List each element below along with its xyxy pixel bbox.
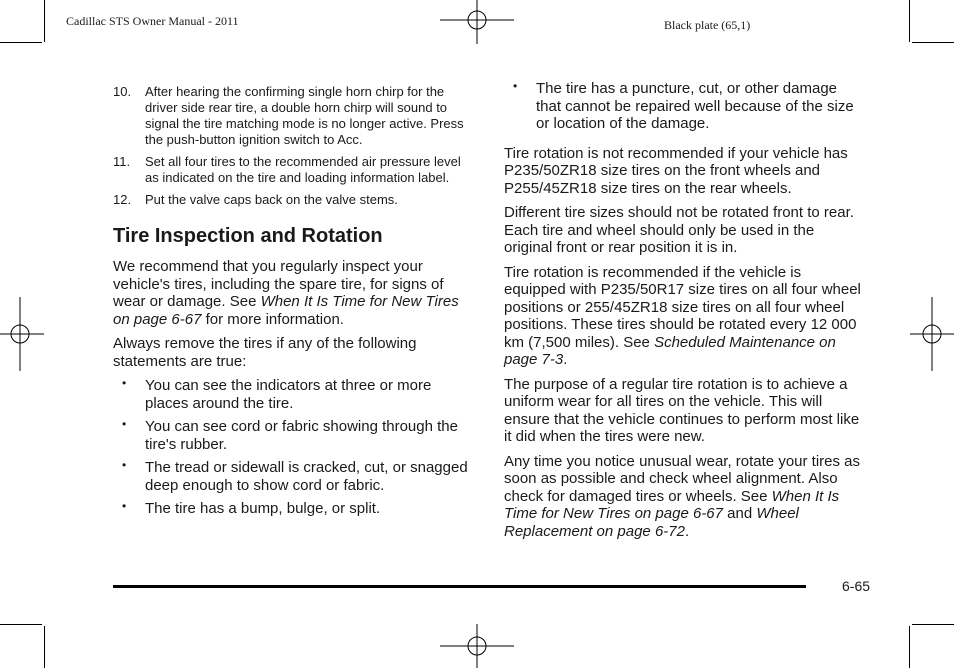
- remove-intro-paragraph: Always remove the tires if any of the following statements are true:: [113, 335, 417, 370]
- registration-mark-right: [910, 297, 954, 371]
- header-plate: Black plate (65,1): [664, 18, 751, 32]
- list-item: • The tread or sidewall is cracked, cut, or snagged deep enough to show cord or fabric.: [113, 459, 478, 494]
- cross-reference-link[interactable]: Scheduled Maintenance on page 7-3: [504, 333, 836, 368]
- paragraph-text: Tire rotation is recommended if the vehicle is equipped with P235/50R17 size tires on all four wheel positions or 255/45ZR18 size tires on all four wheel positions. These tires should be rotated every 12 000 km (7,500 miles). See: [504, 263, 861, 351]
- paragraph: Tire rotation is not recommended if your vehicle has P235/50ZR18 size tires on the front wheels and P255/45ZR18 size tires on the rear wheels.: [504, 144, 848, 197]
- list-item: • You can see the indicators at three or more places around the tire.: [113, 377, 478, 412]
- paragraph-text-end: .: [563, 351, 568, 368]
- paragraph: [504, 453, 866, 541]
- paragraph: Different tire sizes should not be rotated front to rear. Each tire and wheel should only be used in the original front or rear position it is in.: [504, 204, 854, 256]
- section-title: Tire Inspection and Rotation: [113, 225, 383, 247]
- paragraph-text-mid: and: [723, 505, 757, 522]
- crop-mark: [0, 42, 42, 43]
- step-item: [113, 84, 478, 148]
- crop-mark: [909, 626, 910, 668]
- crop-mark: [44, 626, 45, 668]
- intro-paragraph: [113, 258, 478, 328]
- crop-mark: [912, 42, 954, 43]
- step-number: 11.: [113, 154, 131, 169]
- step-number: 12.: [113, 192, 132, 207]
- list-item: • The tire has a puncture, cut, or other damage that cannot be repaired well because of the size or location of the damage.: [504, 80, 866, 133]
- crop-mark: [912, 624, 954, 625]
- registration-mark-left: [0, 297, 44, 371]
- condition-list: [113, 377, 478, 518]
- step-text: Set all four tires to the recommended air pressure level as indicated on the tire and loading information label.: [145, 154, 461, 185]
- step-list: [113, 84, 478, 208]
- paragraph-text-end: .: [684, 522, 690, 540]
- registration-mark-bottom: [440, 624, 514, 668]
- step-text: After hearing the confirming single horn chirp for the driver side rear tire, a double horn chirp will sound to signal the tire matching mode is no longer active. Press the push-button ignition switch to Acc.: [145, 84, 464, 147]
- footer-rule: [113, 585, 806, 588]
- paragraph-text: Any time you notice unusual wear, rotate your tires as soon as possible and check wheel alignment. Also check for damaged tires or wheels. See: [504, 452, 861, 505]
- crop-mark: [0, 624, 42, 625]
- paragraph: The purpose of a regular tire rotation is to achieve a uniform wear for all tires on the vehicle. This will ensure that the vehicle continues to perform most like it did when the tires were new.: [504, 375, 860, 445]
- intro-text-end: for more information.: [201, 310, 344, 328]
- list-item: • You can see cord or fabric showing through the tire's rubber.: [113, 418, 478, 453]
- cross-reference-link[interactable]: When It Is Time for New Tires on page 6-67: [113, 293, 459, 328]
- left-column: [113, 82, 478, 524]
- cross-reference-link[interactable]: When It Is Time for New Tires on page 6-67: [504, 487, 840, 522]
- registration-mark-top: [440, 0, 514, 44]
- step-item: [113, 192, 478, 208]
- intro-text: We recommend that you regularly inspect your vehicle's tires, including the spare tire, for signs of wear or damage. See: [113, 258, 444, 310]
- right-column: [504, 80, 866, 547]
- header-title: Cadillac STS Owner Manual - 2011: [66, 14, 239, 28]
- condition-list-continued: [504, 80, 866, 133]
- crop-mark: [909, 0, 910, 42]
- page-number: 6-65: [842, 578, 871, 594]
- list-item: • The tire has a bump, bulge, or split.: [113, 500, 478, 518]
- step-number: 10.: [113, 84, 132, 99]
- step-item: [113, 154, 478, 186]
- crop-mark: [44, 0, 45, 42]
- cross-reference-link[interactable]: Wheel Replacement on page 6-72: [504, 505, 799, 540]
- step-text: Put the valve caps back on the valve stems.: [145, 192, 398, 207]
- paragraph: [504, 264, 866, 369]
